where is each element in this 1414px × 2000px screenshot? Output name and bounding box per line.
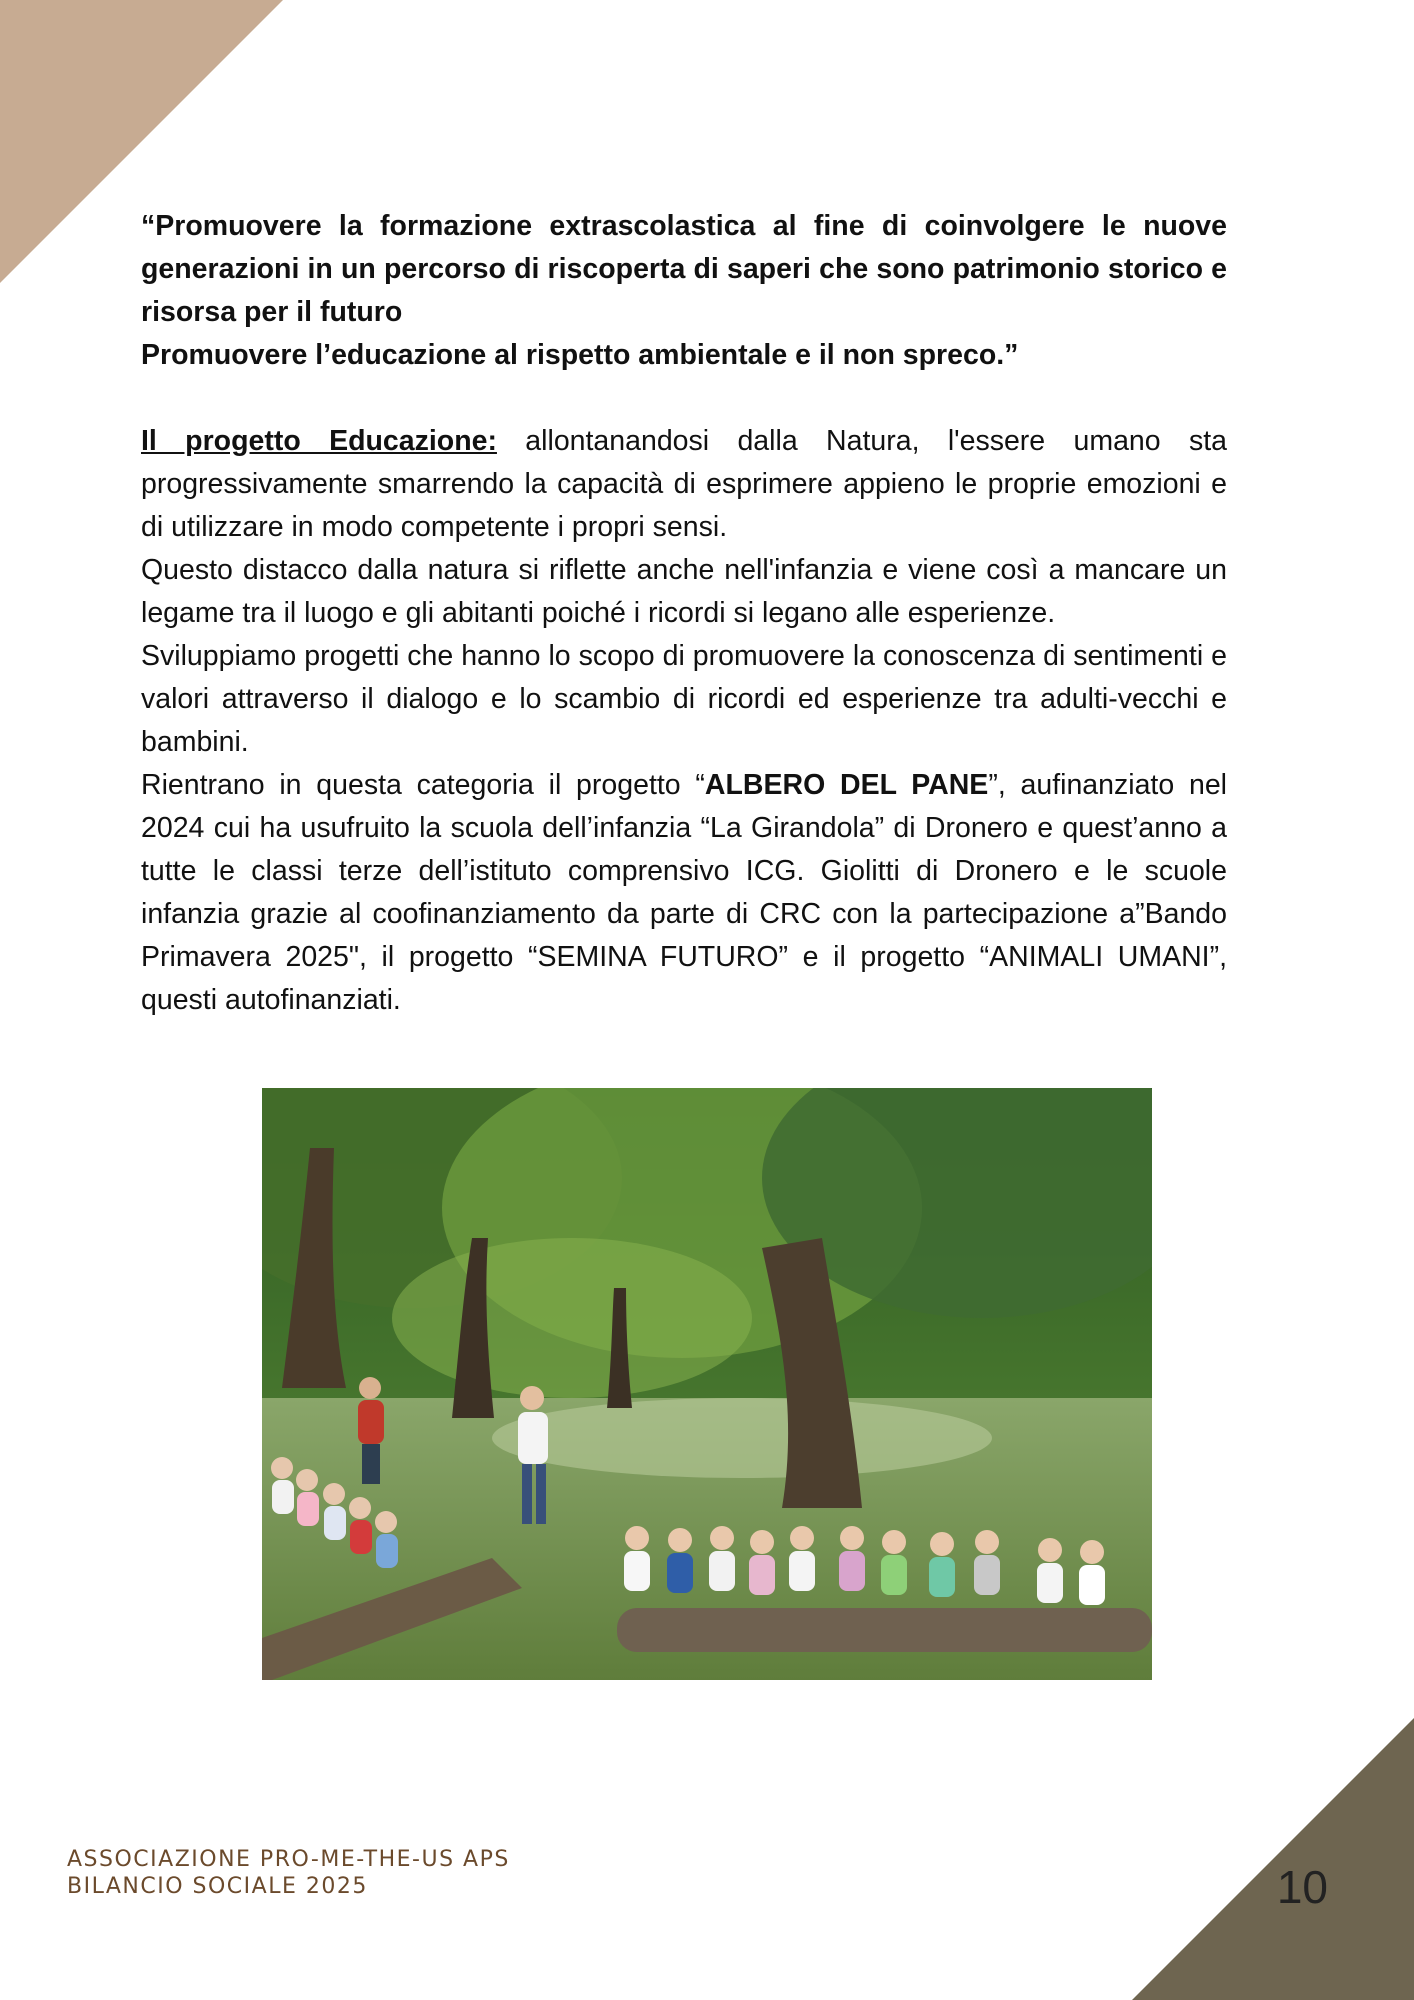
sunny-clearing	[492, 1398, 992, 1478]
photo-illustration	[262, 1088, 1152, 1680]
fallen-log-right	[617, 1608, 1152, 1652]
decorative-corner-bottom-right	[1132, 1718, 1414, 2000]
page-footer	[67, 1846, 510, 1900]
intro-quote-line-2: Promuovere l’educazione al rispetto ambientale e il non spreco.”	[141, 339, 1019, 371]
project-paragraph-3: Sviluppiamo progetti che hanno lo scopo di promuovere la conoscenza di sentimenti e valori attraverso il dialogo e lo scambio di ricordi ed esperienze tra adulti-vecchi e bambini.	[141, 640, 1227, 758]
project-intro-paragraph	[141, 420, 1227, 549]
children-outdoor-photo	[262, 1088, 1152, 1680]
report-name: BILANCIO SOCIALE 2025	[67, 1874, 368, 1899]
project-title: Il progetto Educazione:	[141, 425, 497, 457]
paragraph-spacer	[141, 377, 1227, 420]
paragraph-4-before: Rientrano in questa categoria il progetto “	[141, 769, 705, 801]
intro-quote-line-1: “Promuovere la formazione extrascolastica al fine di coinvolgere le nuove generazioni in un percorso di riscoperta di saperi che sono patrimonio storico e risorsa per il futuro	[141, 210, 1227, 328]
page-content	[141, 205, 1227, 1022]
project-intro-text: allontanandosi dalla Natura, l'essere umano sta progressivamente smarrendo la capacità di esprimere appieno le proprie emozioni e di utilizzare in modo competente i propri sensi.	[141, 425, 1227, 543]
paragraph-4-after: ”, aufinanziato nel 2024 cui ha usufruito la scuola dell’infanzia “La Girandola” di Dronero e quest’anno a tutte le classi terze dell’istituto comprensivo ICG. Giolitti di Dronero e le scuole infanzia grazie al coofinanziamento da parte di CRC con la partecipazione a”Bando Primavera 2025", il progetto “SEMINA FUTURO” e il progetto “ANIMALI UMANI”, questi autofinanziati.	[141, 769, 1228, 1016]
organization-name: ASSOCIAZIONE PRO-ME-THE-US APS	[67, 1847, 510, 1872]
sunlit-leaves	[392, 1238, 752, 1398]
project-paragraph-2: Questo distacco dalla natura si riflette anche nell'infanzia e viene così a mancare un legame tra il luogo e gli abitanti poiché i ricordi si legano alle esperienze.	[141, 554, 1227, 629]
intro-quote	[141, 205, 1227, 377]
project-albero-del-pane: ALBERO DEL PANE	[704, 769, 989, 801]
page-number: 10	[1276, 1861, 1328, 1913]
project-paragraph-4	[141, 764, 1227, 1022]
